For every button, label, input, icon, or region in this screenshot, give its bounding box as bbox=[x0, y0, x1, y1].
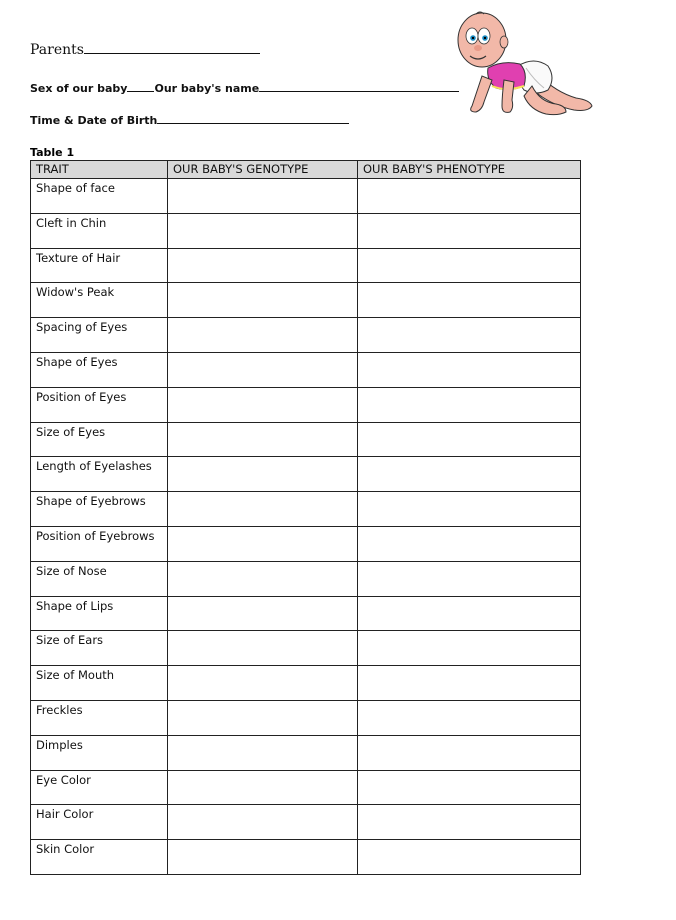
phenotype-cell[interactable] bbox=[358, 735, 581, 770]
table-row bbox=[31, 805, 581, 840]
phenotype-cell[interactable] bbox=[358, 805, 581, 840]
trait-cell: Position of Eyebrows bbox=[31, 526, 168, 561]
column-header-trait: TRAIT bbox=[31, 161, 168, 179]
phenotype-cell[interactable] bbox=[358, 561, 581, 596]
sex-name-field bbox=[30, 81, 459, 95]
genotype-cell[interactable] bbox=[168, 561, 358, 596]
table-row bbox=[31, 352, 581, 387]
name-blank[interactable] bbox=[259, 81, 459, 92]
trait-cell: Size of Nose bbox=[31, 561, 168, 596]
phenotype-cell[interactable] bbox=[358, 700, 581, 735]
genotype-cell[interactable] bbox=[168, 283, 358, 318]
trait-cell: Texture of Hair bbox=[31, 248, 168, 283]
trait-cell: Size of Mouth bbox=[31, 666, 168, 701]
table-row bbox=[31, 179, 581, 214]
trait-cell: Freckles bbox=[31, 700, 168, 735]
table-row bbox=[31, 631, 581, 666]
column-header-phenotype: OUR BABY'S PHENOTYPE bbox=[358, 161, 581, 179]
trait-cell: Size of Eyes bbox=[31, 422, 168, 457]
genotype-cell[interactable] bbox=[168, 840, 358, 875]
genotype-cell[interactable] bbox=[168, 352, 358, 387]
parents-field bbox=[30, 42, 260, 58]
genotype-cell[interactable] bbox=[168, 805, 358, 840]
phenotype-cell[interactable] bbox=[358, 179, 581, 214]
trait-cell: Dimples bbox=[31, 735, 168, 770]
phenotype-cell[interactable] bbox=[358, 526, 581, 561]
genotype-cell[interactable] bbox=[168, 735, 358, 770]
genotype-cell[interactable] bbox=[168, 318, 358, 353]
phenotype-cell[interactable] bbox=[358, 770, 581, 805]
parents-blank[interactable] bbox=[84, 43, 260, 54]
genotype-cell[interactable] bbox=[168, 631, 358, 666]
time-date-field bbox=[30, 113, 349, 127]
trait-cell: Shape of face bbox=[31, 179, 168, 214]
genotype-cell[interactable] bbox=[168, 422, 358, 457]
name-label: Our baby's name bbox=[154, 82, 260, 95]
phenotype-cell[interactable] bbox=[358, 318, 581, 353]
phenotype-cell[interactable] bbox=[358, 631, 581, 666]
phenotype-cell[interactable] bbox=[358, 283, 581, 318]
parents-label: Parents bbox=[30, 42, 84, 58]
table-row bbox=[31, 387, 581, 422]
trait-cell: Length of Eyelashes bbox=[31, 457, 168, 492]
table-row bbox=[31, 526, 581, 561]
time-blank[interactable] bbox=[157, 113, 349, 124]
phenotype-cell[interactable] bbox=[358, 840, 581, 875]
table-row bbox=[31, 318, 581, 353]
time-label: Time & Date of Birth bbox=[30, 114, 158, 127]
trait-cell: Spacing of Eyes bbox=[31, 318, 168, 353]
table-row bbox=[31, 735, 581, 770]
trait-cell: Widow's Peak bbox=[31, 283, 168, 318]
phenotype-cell[interactable] bbox=[358, 387, 581, 422]
table-row bbox=[31, 213, 581, 248]
trait-cell: Shape of Eyebrows bbox=[31, 492, 168, 527]
trait-cell: Shape of Lips bbox=[31, 596, 168, 631]
genotype-cell[interactable] bbox=[168, 457, 358, 492]
trait-cell: Size of Ears bbox=[31, 631, 168, 666]
trait-cell: Cleft in Chin bbox=[31, 213, 168, 248]
phenotype-cell[interactable] bbox=[358, 666, 581, 701]
sex-blank[interactable] bbox=[127, 81, 154, 92]
sex-label: Sex of our baby bbox=[30, 82, 128, 95]
genotype-cell[interactable] bbox=[168, 596, 358, 631]
table-row bbox=[31, 596, 581, 631]
table-row bbox=[31, 248, 581, 283]
genotype-cell[interactable] bbox=[168, 248, 358, 283]
genotype-cell[interactable] bbox=[168, 492, 358, 527]
genotype-cell[interactable] bbox=[168, 526, 358, 561]
table-row bbox=[31, 457, 581, 492]
traits-table bbox=[30, 160, 581, 875]
genotype-cell[interactable] bbox=[168, 700, 358, 735]
genotype-cell[interactable] bbox=[168, 387, 358, 422]
column-header-genotype: OUR BABY'S GENOTYPE bbox=[168, 161, 358, 179]
genotype-cell[interactable] bbox=[168, 666, 358, 701]
phenotype-cell[interactable] bbox=[358, 422, 581, 457]
table-row bbox=[31, 700, 581, 735]
phenotype-cell[interactable] bbox=[358, 213, 581, 248]
trait-cell: Eye Color bbox=[31, 770, 168, 805]
table-row bbox=[31, 283, 581, 318]
phenotype-cell[interactable] bbox=[358, 248, 581, 283]
phenotype-cell[interactable] bbox=[358, 352, 581, 387]
trait-cell: Hair Color bbox=[31, 805, 168, 840]
trait-cell: Position of Eyes bbox=[31, 387, 168, 422]
genotype-cell[interactable] bbox=[168, 179, 358, 214]
genotype-cell[interactable] bbox=[168, 213, 358, 248]
phenotype-cell[interactable] bbox=[358, 457, 581, 492]
genotype-cell[interactable] bbox=[168, 770, 358, 805]
table-caption: Table 1 bbox=[30, 146, 75, 159]
table-row bbox=[31, 666, 581, 701]
trait-cell: Shape of Eyes bbox=[31, 352, 168, 387]
table-row bbox=[31, 840, 581, 875]
phenotype-cell[interactable] bbox=[358, 492, 581, 527]
table-row bbox=[31, 492, 581, 527]
table-row bbox=[31, 561, 581, 596]
table-row bbox=[31, 422, 581, 457]
table-row bbox=[31, 770, 581, 805]
trait-cell: Skin Color bbox=[31, 840, 168, 875]
table-header-row bbox=[31, 161, 581, 179]
phenotype-cell[interactable] bbox=[358, 596, 581, 631]
crawling-baby-icon bbox=[448, 6, 598, 118]
